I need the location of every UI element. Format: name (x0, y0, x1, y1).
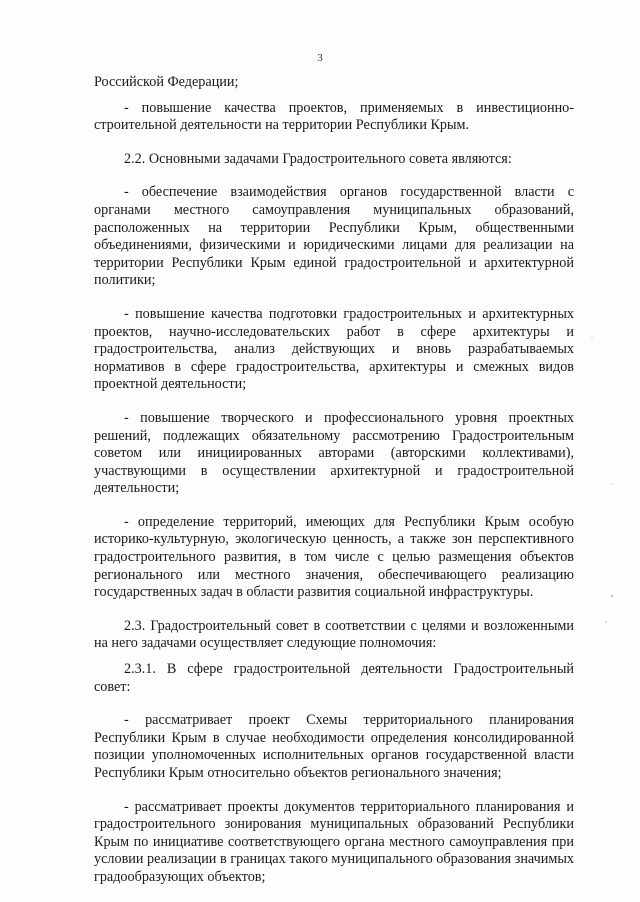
paragraph-list-item: - повышение качества подготовки градостроительных и архитектурных проектов, научно-исследовательских работ в сфере архитектуры и градостроительства, анализ действующих и вновь разрабатываемых нормативов в сфере градостроительства, архитектуры и смежных видов проектной деятельности; (94, 305, 574, 393)
section-heading-2-2: 2.2. Основными задачами Градостроительного совета являются: (124, 150, 512, 167)
paragraph-continuation: Российской Федерации; (94, 74, 239, 90)
document-body (94, 74, 574, 887)
paragraph-list-item: - рассматривает проект Схемы территориального планирования Республики Крым в случае необходимости определения консолидированной позиции уполномоченных исполнительных органов государственной власти Республики Крым относительно объектов регионального значения; (94, 712, 574, 781)
section-heading-2-3: 2.3. Градостроительный совет в соответствии с целями и возложенными на него задачами осуществляет следующие полномочия: (94, 617, 574, 652)
paragraph-list-item: - повышение качества проектов, применяемых в инвестиционно-строительной деятельности на территории Республики Крым. (94, 99, 574, 134)
page-number: 3 (317, 52, 323, 64)
section-heading-2-3-1: 2.3.1. В сфере градостроительной деятельности Градостроительный совет: (94, 661, 574, 695)
paragraph-list-item: - обеспечение взаимодействия органов государственной власти с органами местного самоуправления муниципальных образований, расположенных на территории Республики Крым, общественными объединениями, физическими и юридическими лицами для реализации на территории Республики Крым единой градостроительной и архитектурной политики; (94, 184, 574, 289)
paragraph-list-item: - повышение творческого и профессионального уровня проектных решений, подлежащих обязательному рассмотрению Градостроительным советом или инициированных авторами (авторскими коллективами), участвующими в осуществлении архитектурной и градостроительной деятельности; (94, 409, 574, 497)
paragraph-list-item: - определение территорий, имеющих для Республики Крым особую историко-культурную, экологическую ценность, а также зон перспективного градостроительного развития, в том числе с целью размещения объектов регионального или местного значения, обеспечивающего реализацию государственных задач в области развития социальной инфраструктуры. (94, 513, 574, 601)
paragraph-list-item: - рассматривает проекты документов территориального планирования и градостроительного зонирования муниципальных образований Республики Крым по инициативе соответствующего органа местного самоуправления при условии реализации в границах такого муниципального образования значимых градообразующих объектов; (94, 798, 574, 885)
